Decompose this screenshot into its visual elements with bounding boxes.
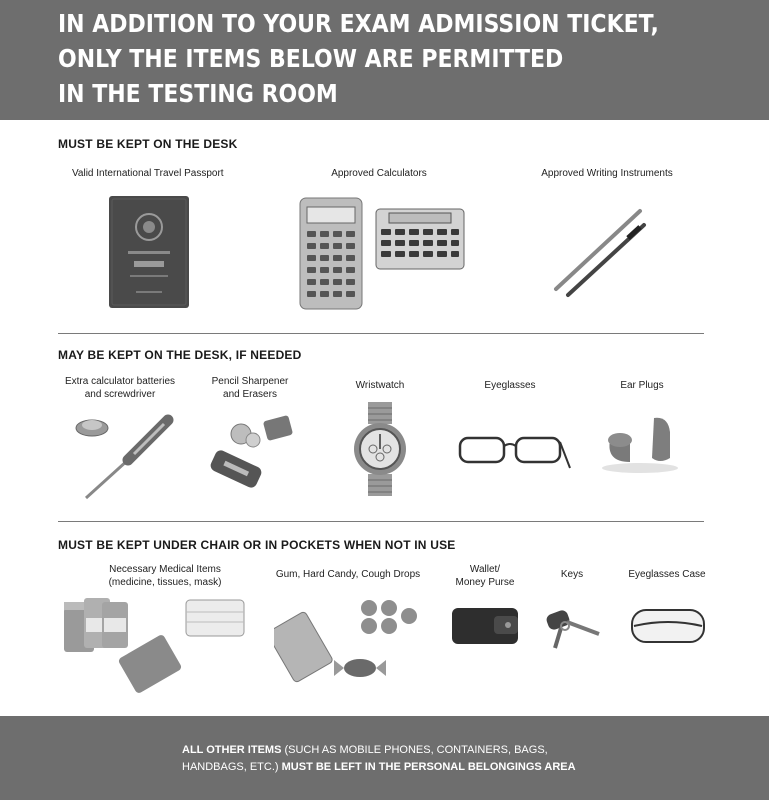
calculator-icon (299, 197, 363, 310)
divider (58, 521, 704, 522)
caption-wallet-line-1: Wallet/ (469, 564, 501, 575)
footer-line-2 (182, 758, 576, 776)
footer-line-1 (182, 741, 548, 759)
caption-plugs: Ear Plugs (620, 380, 664, 391)
caption-case: Eyeglasses Case (628, 569, 706, 580)
divider (58, 333, 704, 334)
header-line-1: IN ADDITION TO YOUR EXAM ADMISSION TICKET, (58, 9, 659, 38)
footer-line-1-bold: ALL OTHER ITEMS (182, 744, 282, 756)
header-banner (0, 0, 769, 120)
caption-watch: Wristwatch (355, 380, 405, 391)
caption-medical-line-2: (medicine, tissues, mask) (108, 577, 222, 588)
gum-candy-icon (274, 594, 429, 686)
footer-line-2-rest: HANDBAGS, ETC.) (182, 761, 282, 773)
footer-banner (0, 716, 769, 800)
medicine-icon (62, 594, 252, 694)
footer-line-1-rest: (SUCH AS MOBILE PHONES, CONTAINERS, BAGS, (281, 744, 548, 756)
caption-batteries-line-2: and screwdriver (84, 389, 156, 400)
earplugs-icon (600, 412, 682, 474)
caption-glasses: Eyeglasses (484, 380, 536, 391)
calculator-icon (375, 208, 465, 270)
wallet-icon (450, 604, 520, 646)
caption-passport: Valid International Travel Passport (72, 168, 224, 179)
section-title-desk: MUST BE KEPT ON THE DESK (58, 137, 238, 151)
passport-icon (108, 195, 190, 309)
caption-sharpener-line-1: Pencil Sharpener (211, 376, 289, 387)
caption-calculators: Approved Calculators (331, 168, 427, 179)
wristwatch-icon (350, 402, 410, 496)
caption-medical-line-1: Necessary Medical Items (109, 564, 221, 575)
eyeglasses-case-icon (630, 606, 706, 646)
caption-gum: Gum, Hard Candy, Cough Drops (275, 569, 421, 580)
battery-screwdriver-icon (72, 410, 177, 502)
caption-writing: Approved Writing Instruments (541, 168, 673, 179)
section-title-if-needed: MAY BE KEPT ON THE DESK, IF NEEDED (58, 348, 302, 362)
keys-icon (543, 604, 603, 652)
caption-wallet-line-2: Money Purse (455, 577, 515, 588)
pencil-icon (552, 205, 648, 300)
sharpener-eraser-icon (205, 408, 300, 496)
caption-sharpener-line-2: and Erasers (223, 389, 277, 400)
section-title-chair: MUST BE KEPT UNDER CHAIR OR IN POCKETS WHEN NOT IN USE (58, 538, 456, 552)
header-line-2: ONLY THE ITEMS BELOW ARE PERMITTED (58, 44, 564, 73)
header-line-3: IN THE TESTING ROOM (58, 79, 338, 108)
caption-keys: Keys (560, 569, 584, 580)
eyeglasses-icon (456, 432, 572, 474)
footer-line-2-bold: MUST BE LEFT IN THE PERSONAL BELONGINGS AREA (281, 761, 576, 773)
caption-batteries-line-1: Extra calculator batteries (64, 376, 176, 387)
